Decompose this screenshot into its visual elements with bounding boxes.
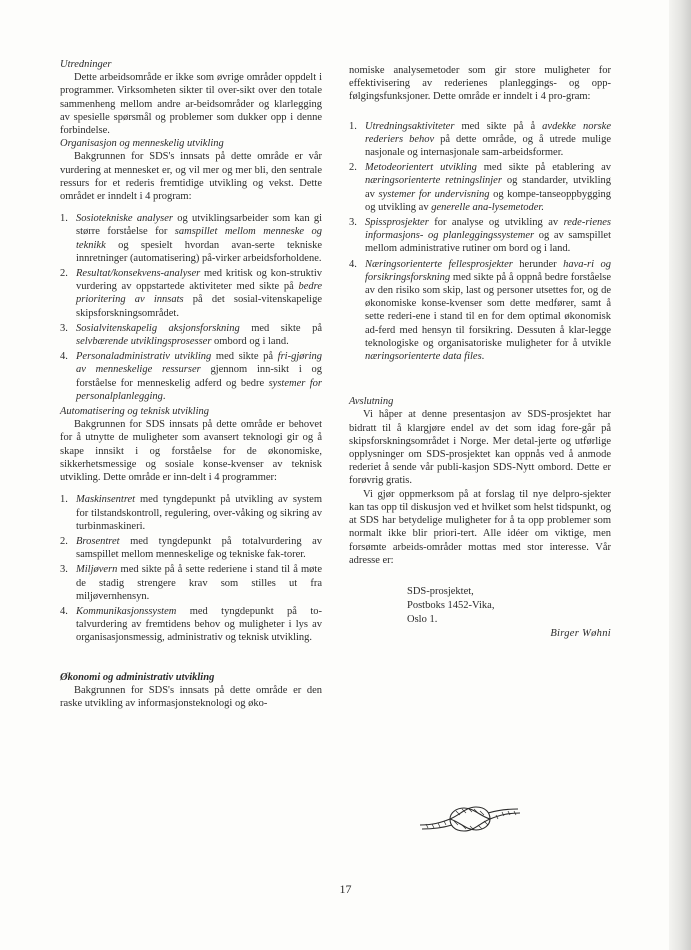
item-number: 2. xyxy=(60,535,68,547)
item-text: på dette område, og å utrede mulige nasjonale og internasjonale sam-arbeidsformer. xyxy=(365,133,611,159)
item-number: 4. xyxy=(349,258,357,270)
item-emphasis: Kommunikasjonssystem xyxy=(76,605,177,617)
list-item xyxy=(60,535,322,561)
page-number: 17 xyxy=(339,882,352,896)
left-column xyxy=(60,58,322,710)
section-heading-avslutning: Avslutning xyxy=(349,396,394,408)
item-text: med sikte på xyxy=(239,322,322,334)
item-text: . xyxy=(162,390,166,402)
section-heading-utredninger: Utredninger xyxy=(60,59,112,70)
item-text: med sikte på etablering av xyxy=(476,162,611,174)
list-item xyxy=(349,120,611,160)
list-item xyxy=(60,563,322,603)
item-number: 4. xyxy=(60,351,68,363)
item-text: og utviklingsarbeider som kan gi større forståelse for xyxy=(76,213,322,238)
item-number: 4. xyxy=(60,605,68,617)
item-text: . xyxy=(481,351,485,363)
item-emphasis: næringsorienterte data files xyxy=(365,351,482,363)
item-emphasis: Personaladministrativ utvikling xyxy=(76,351,212,363)
list-item xyxy=(349,161,611,214)
item-number: 3. xyxy=(60,564,68,576)
item-text: og av samspillet mellom administrative rutiner om bord og i land. xyxy=(365,230,612,255)
item-emphasis: Resultat/konsekvens-analyser xyxy=(76,268,201,280)
organisasjon-body: Bakgrunnen for SDS's innsats på dette område er vår vurdering at mennesket er, og vil mer og mer bli, den sentrale ressurs for et rederis fremtidige utvikling og vekst. Dette området er inndelt i 4 program: xyxy=(60,151,322,203)
list-item xyxy=(60,267,322,320)
item-emphasis: systemer for undervisning xyxy=(378,188,490,200)
avslutning-paragraph-2: Vi gjør oppmerksom på at forslag til nye delpro-sjekter kan tas opp til diskusjon ved et hvilket som helst tidspunkt, og at SDS har betydelige muligheter for å ta opp problemer som normalt ikke blir priori-tert. Alle idéer om viktige, men forsømte arbeids-områder mottas med stor interesse. Vår adresse er: xyxy=(349,488,611,566)
item-text: gjennom inn-sikt i og forståelse for menneskelig adferd og bedre xyxy=(76,364,323,389)
reef-knot-rope-icon xyxy=(418,797,522,841)
item-emphasis: Maskinsentret xyxy=(76,494,136,506)
item-emphasis: generelle ana-lysemetoder. xyxy=(431,201,544,213)
avslutning-paragraph-1: Vi håper at denne presentasjon av SDS-prosjektet har bidratt til å klargjøre endel av det som idag fore-går på skipsforskningsområdet i Norge. Mer detal-jerte og utførlige opplysninger om SDS-prosjektet kan oppnås ved å anmode rederiet å sende vår publi-kasjon SDS-Nytt ombord. Dette er forøvrig gratis. xyxy=(349,409,611,487)
item-text: med sikte på å oppnå bedre forståelse av den risiko som skip, last og personer utsettes for, og de økonomiske konse-kvenser som dette medfører, samt å sette rederi-ene i stand til en for dem optimal økonomisk ad-ferd med hensyn til forsikring. Dessuten å klar-legge teknologiske og organisatoriske muligheter for å utvikle xyxy=(365,271,611,349)
item-text: ombord og i land. xyxy=(211,336,289,348)
list-item xyxy=(60,212,322,265)
list-item xyxy=(60,350,322,403)
item-text: med sikte på xyxy=(211,351,278,363)
item-emphasis: samspillet mellom menneske og teknikk xyxy=(76,226,322,251)
section-heading-organisasjon: Organisasjon og menneskelig utvikling xyxy=(60,138,224,150)
address-line: SDS-prosjektet, xyxy=(407,585,474,597)
automatisering-body: Bakgrunnen for SDS innsats på dette område er behovet for å utnytte de muligheter som avansert teknologi gir og å skape innsikt i og forståelse for de økonomiske, sikkerhetsmessige og sosiale konse-kvenser av teknisk utvikling. Dette område er inn-delt i 4 programmer: xyxy=(60,419,322,484)
list-item xyxy=(60,493,322,533)
okonomi-program-list xyxy=(349,120,611,364)
item-number: 1. xyxy=(60,213,68,225)
item-text: og standarder, utvikling av xyxy=(365,175,611,200)
address-line: Postboks 1452-Vika, xyxy=(407,599,495,611)
item-emphasis: Spissprosjekter xyxy=(365,217,429,229)
item-emphasis: avdekke norske rederiers behov xyxy=(365,120,611,145)
item-text: på det sosial-vitenskapelige skipsforskningsområdet. xyxy=(76,294,322,319)
item-text: med sikte på å xyxy=(454,120,543,132)
item-text: med tyngdepunkt på utvikling av system for tilstandskontroll, regulering, over-våking og sikring av turbinmaskineri. xyxy=(76,494,322,532)
okonomi-body: Bakgrunnen for SDS's innsats på dette område er den raske utvikling av informasjonsteknologi og øko- xyxy=(60,684,322,709)
address-line: Oslo 1. xyxy=(407,613,438,625)
item-emphasis: selvbærende utviklingsprosesser xyxy=(76,336,212,348)
organisasjon-program-list xyxy=(60,212,322,403)
item-emphasis: fri-gjøring av menneskelige ressurser xyxy=(76,351,322,376)
list-item xyxy=(349,216,611,256)
item-number: 2. xyxy=(60,268,68,280)
item-text: herunder xyxy=(512,258,564,270)
list-item xyxy=(349,258,611,364)
author-signature: Birger Wøhni xyxy=(550,627,611,639)
right-column xyxy=(349,64,611,640)
item-emphasis: Sosiotekniske analyser xyxy=(76,213,173,225)
item-emphasis: hava-ri og forsikringsforskning xyxy=(365,258,611,283)
item-emphasis: næringsorienterte retningslinjer xyxy=(365,175,502,187)
item-number: 3. xyxy=(349,217,357,229)
item-emphasis: systemer for personalplanlegging xyxy=(76,377,322,402)
postal-address xyxy=(407,585,611,627)
item-text: for analyse og utvikling av xyxy=(428,217,564,229)
item-number: 1. xyxy=(349,120,357,132)
item-emphasis: bedre prioritering av innsats xyxy=(76,281,322,306)
item-number: 2. xyxy=(349,162,357,174)
item-text: og kompe-tanseoppbygging og utvikling av xyxy=(365,188,611,213)
section-heading-automatisering: Automatisering og teknisk utvikling xyxy=(60,406,210,418)
item-text: og spesielt hvordan avan-serte tekniske innretninger (automatisering) på-virker arbeidsforholdene. xyxy=(76,239,322,264)
item-emphasis: rede-rienes informasjons- og planleggingssystemer xyxy=(365,217,611,242)
automatisering-program-list xyxy=(60,493,322,644)
item-text: med tyngdepunkt på to-talvurdering av fremtidens behov og muligheter i lys av organisasjonsmessig, administrativ og teknisk utvikling. xyxy=(76,605,322,644)
item-text: med tyngdepunkt på totalvurdering av samspillet mellom menneskelige og tekniske fak-torer. xyxy=(76,535,322,561)
item-text: med sikte på å sette rederiene i stand til å møte de stadig strengere krav som stilles ut fra miljøvernhensyn. xyxy=(76,564,322,602)
item-number: 3. xyxy=(60,322,68,334)
list-item xyxy=(60,322,322,348)
item-emphasis: Sosialvitenskapelig aksjonsforskning xyxy=(76,322,240,334)
list-item xyxy=(60,605,322,645)
item-emphasis: Næringsorienterte fellesprosjekter xyxy=(365,258,513,270)
item-number: 1. xyxy=(60,494,68,506)
okonomi-continuation: nomiske analysemetoder som gir store muligheter for effektivisering av rederienes planleggings- og opp-følgingsfunksjoner. Dette område er inndelt i 4 pro-gram: xyxy=(349,65,611,103)
page-edge-shadow xyxy=(669,0,691,950)
item-emphasis: Miljøvern xyxy=(76,564,118,576)
utredninger-body: Dette arbeidsområde er ikke som øvrige områder oppdelt i programmer. Virksomheten sikter til over-sikt over den totale sammenheng mellom andre ar-beidsområder og klarlegging av spesielle spørsmål og problemer som dukker opp i denne forbindelse. xyxy=(60,72,322,137)
item-emphasis: Brosentret xyxy=(76,535,120,547)
item-emphasis: Metodeorientert utvikling xyxy=(365,162,477,174)
item-text: med kritisk og kon-struktiv vurdering av oppstartede aktiviteter med sikte på xyxy=(76,268,322,293)
section-heading-okonomi: Økonomi og administrativ utvikling xyxy=(60,671,215,683)
item-emphasis: Utredningsaktiviteter xyxy=(365,120,455,132)
